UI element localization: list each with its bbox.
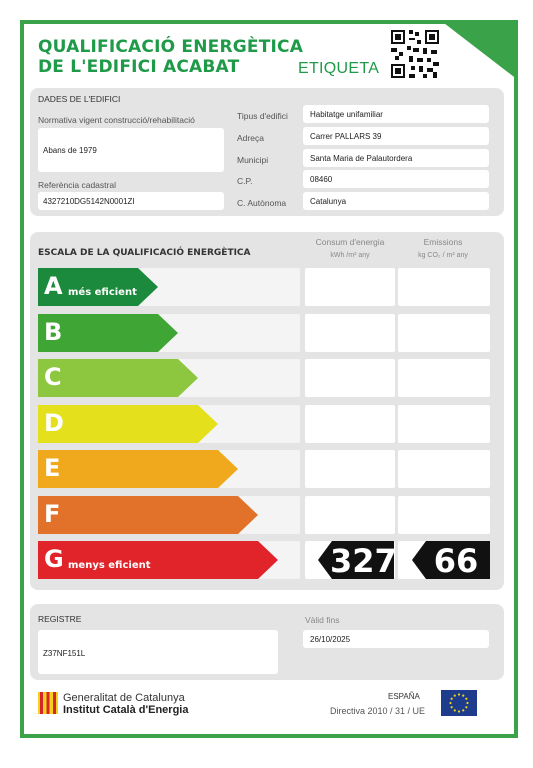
rating-letter-c: C: [44, 363, 62, 391]
emissions-cell: [398, 268, 490, 306]
rating-letter-b: B: [44, 318, 63, 346]
label-border-bottom: [20, 734, 518, 738]
field-value-adreca: Carrer PALLARS 39: [310, 132, 382, 141]
consum-unit: kWh /m² any: [330, 252, 370, 259]
label-border-right: [514, 20, 518, 738]
scale-title: ESCALA DE LA QUALIFICACIÓ ENERGÈTICA: [38, 248, 251, 258]
consum-cell: [305, 496, 395, 534]
rating-arrow-f: [38, 496, 258, 534]
emissions-cell: [398, 450, 490, 488]
org-line-2: Institut Català d'Energia: [63, 704, 189, 716]
rating-letter-f: F: [44, 500, 61, 528]
title-line-2: DE L'EDIFICI ACABAT: [38, 57, 240, 77]
field-value-municipi: Santa Maria de Palautordera: [310, 154, 413, 163]
generalitat-logo-icon: [38, 692, 58, 714]
eu-flag-icon: [441, 690, 477, 716]
consum-cell: [305, 450, 395, 488]
directive-label: Directiva 2010 / 31 / UE: [330, 706, 426, 716]
rating-arrow-d: [38, 405, 218, 443]
rating-letter-g: G: [44, 545, 64, 573]
field-value-cp: 08460: [310, 175, 333, 184]
field-label-comunitat: C. Autònoma: [237, 198, 287, 208]
consum-header: Consum d'energia: [315, 237, 385, 247]
field-value-tipus: Habitatge unifamiliar: [310, 110, 383, 119]
normativa-value: Abans de 1979: [43, 146, 97, 155]
emissions-cell: [398, 496, 490, 534]
emissions-value: 66: [433, 542, 479, 580]
consum-cell: [305, 314, 395, 352]
referencia-label: Referència cadastral: [38, 180, 116, 190]
emissions-cell: [398, 405, 490, 443]
emissions-header: Emissions: [423, 237, 463, 247]
label-border-top: [20, 20, 460, 24]
building-data-title: DADES DE L'EDIFICI: [38, 94, 121, 104]
field-value-comunitat: Catalunya: [310, 197, 347, 206]
org-line-1: Generalitat de Catalunya: [63, 692, 185, 704]
label-border-left: [20, 20, 24, 738]
title-line-1: QUALIFICACIÓ ENERGÈTICA: [38, 37, 304, 57]
field-label-cp: C.P.: [237, 176, 253, 186]
qr-code-icon: [389, 28, 441, 80]
emissions-cell: [398, 314, 490, 352]
rating-word-g: menys eficient: [68, 560, 151, 571]
consum-value: 327: [330, 542, 397, 580]
emissions-unit: kg CO₂ / m² any: [418, 252, 468, 259]
valid-until-value: 26/10/2025: [310, 635, 351, 644]
registry-value: Z37NF151L: [43, 649, 86, 658]
label-type: ETIQUETA: [298, 60, 380, 77]
field-label-adreca: Adreça: [237, 133, 264, 143]
referencia-value: 4327210DG5142N0001ZI: [43, 197, 135, 206]
rating-letter-d: D: [44, 409, 64, 437]
country-label: ESPAÑA: [388, 692, 420, 701]
consum-cell: [305, 359, 395, 397]
field-label-tipus: Tipus d'edifici: [237, 111, 288, 121]
rating-arrow-c: [38, 359, 198, 397]
normativa-label: Normativa vigent construcció/rehabilitació: [38, 115, 195, 125]
rating-word-a: més eficient: [68, 287, 137, 298]
field-label-municipi: Municipi: [237, 155, 269, 165]
corner-flag: [440, 20, 518, 80]
consum-cell: [305, 405, 395, 443]
consum-cell: [305, 268, 395, 306]
registry-title: REGISTRE: [38, 614, 82, 624]
valid-until-label: Vàlid fins: [305, 615, 340, 625]
rating-arrow-e: [38, 450, 238, 488]
emissions-cell: [398, 359, 490, 397]
rating-letter-e: E: [44, 454, 61, 482]
rating-letter-a: A: [44, 272, 63, 300]
